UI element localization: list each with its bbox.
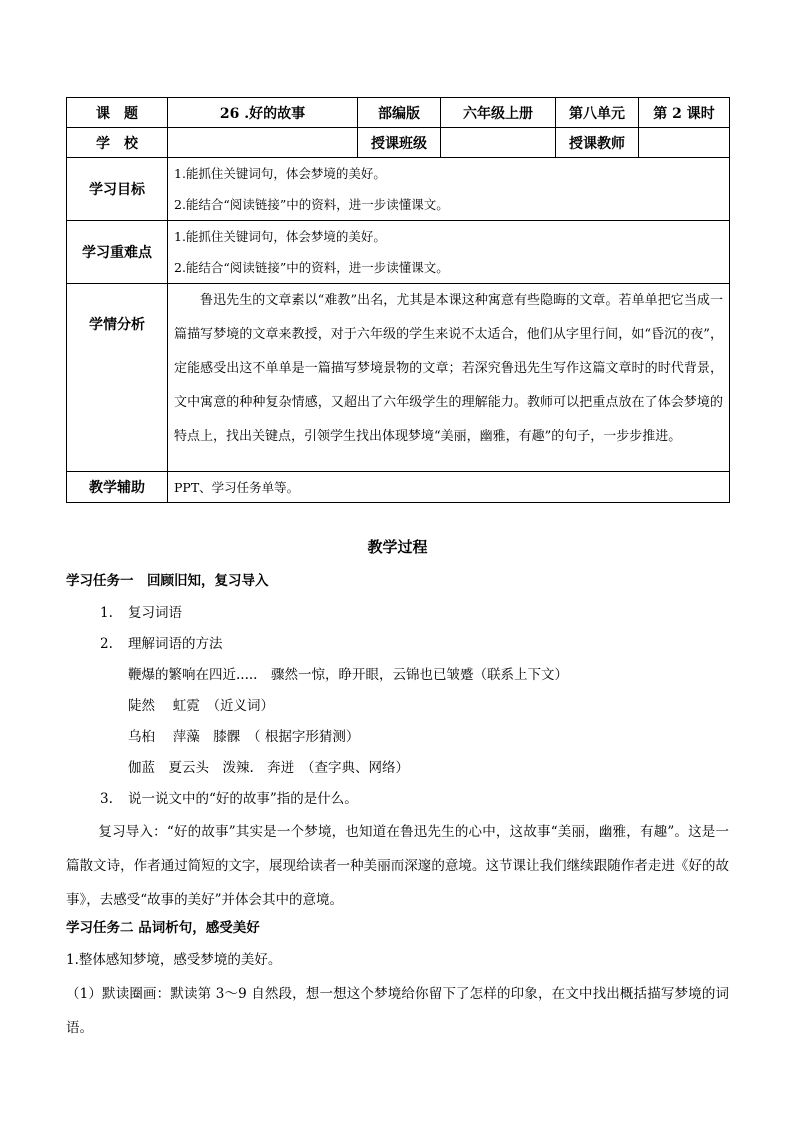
- info-row-key-points: [67, 221, 730, 284]
- info-row-lesson: [67, 98, 730, 128]
- task2-heading: 学习任务二 品词析句，感受美好: [66, 920, 260, 936]
- goals-label: 学习目标: [67, 158, 168, 221]
- process-title: 教学过程: [367, 538, 428, 556]
- task1-item: [66, 598, 729, 629]
- vocab-line: 伽蓝 夏云头 泼辣. 奔迸 （查字典、网络）: [128, 760, 410, 776]
- key-point-item: 2.能结合“阅读链接”中的资料，进一步读懂课文。: [174, 260, 449, 275]
- edition: 部编版: [358, 98, 441, 128]
- goal-item: 1.能抓住关键词句，体会梦境的美好。: [174, 166, 386, 181]
- info-row-analysis: [67, 284, 730, 472]
- goal-item: 2.能结合“阅读链接”中的资料，进一步读懂课文。: [174, 197, 449, 212]
- vocab-line: 乌桕 萍藻 膝髁 （ 根据字形猜测）: [128, 729, 360, 745]
- vocab-line: 陡然 虹霓 （近义词）: [128, 698, 275, 714]
- review-intro: 复习导入：“好的故事”其实是一个梦境，也知道在鲁迅先生的心中，这故事“美丽，幽雅，有趣”。这是一篇散文诗，作者通过简短的文字，展现给读者一种美丽而深邃的意境。这节课让我们继续跟随作者走进《好的故事》，去感受“故事的美好”并体会其中的意境。: [66, 824, 729, 908]
- info-row-goals: [67, 158, 730, 221]
- lesson-info-table: [66, 97, 730, 503]
- info-row-school: [67, 128, 730, 158]
- class-label: 授课班级: [358, 128, 441, 158]
- aids-label: 教学辅助: [67, 472, 168, 503]
- vocab-line: 鞭爆的繁响在四近..... 骤然一惊，睁开眼，云锦也已皱蹙（联系上下文）: [128, 667, 568, 683]
- item-text: 理解词语的方法: [128, 636, 223, 652]
- item-number: 2.: [100, 636, 113, 652]
- key-points-label: 学习重难点: [67, 221, 168, 284]
- class-value: [441, 128, 556, 158]
- lesson-label: 课 题: [67, 98, 168, 128]
- info-row-aids: [67, 472, 730, 503]
- teacher-label: 授课教师: [556, 128, 639, 158]
- task1-item: [66, 629, 729, 660]
- item-text: 说一说文中的“好的故事”指的是什么。: [128, 791, 358, 807]
- analysis-label: 学情分析: [67, 284, 168, 472]
- task2-point-sub: （1）默读圈画：默读第 3～9 自然段，想一想这个梦境给你留下了怎样的印象，在文中找出概括描写梦境的词语。: [66, 986, 729, 1036]
- task1-heading: 学习任务一 回顾旧知，复习导入: [66, 573, 269, 589]
- task1-item: [66, 784, 729, 815]
- teacher-value: [639, 128, 730, 158]
- period: 第 2 课时: [639, 98, 730, 128]
- task2-point: 1.整体感知梦境，感受梦境的美好。: [66, 952, 282, 968]
- key-points-content: [168, 221, 730, 284]
- lesson-title: 26 .好的故事: [168, 98, 358, 128]
- aids-text: PPT、学习任务单等。: [168, 472, 730, 503]
- analysis-text: 鲁迅先生的文章素以“难教”出名，尤其是本课这种寓意有些隐晦的文章。若单单把它当成一篇描写梦境的文章来教授，对于六年级的学生来说不太适合，他们从字里行间，如“昏沉的夜”，定能感受出这不单单是一篇描写梦境景物的文章；若深究鲁迅先生写作这篇文章时的时代背景，文中寓意的种种复杂情感，又超出了六年级学生的理解能力。教师可以把重点放在了体会梦境的特点上，找出关键点，引领学生找出体现梦境“美丽，幽雅，有趣”的句子，一步步推进。: [168, 284, 730, 472]
- teaching-process: [66, 536, 729, 1045]
- grade: 六年级上册: [441, 98, 556, 128]
- key-point-item: 1.能抓住关键词句，体会梦境的美好。: [174, 229, 386, 244]
- item-text: 复习词语: [128, 605, 182, 621]
- goals-content: [168, 158, 730, 221]
- item-number: 1.: [100, 605, 113, 621]
- unit: 第八单元: [556, 98, 639, 128]
- school-value: [168, 128, 358, 158]
- item-number: 3.: [100, 791, 113, 807]
- school-label: 学 校: [67, 128, 168, 158]
